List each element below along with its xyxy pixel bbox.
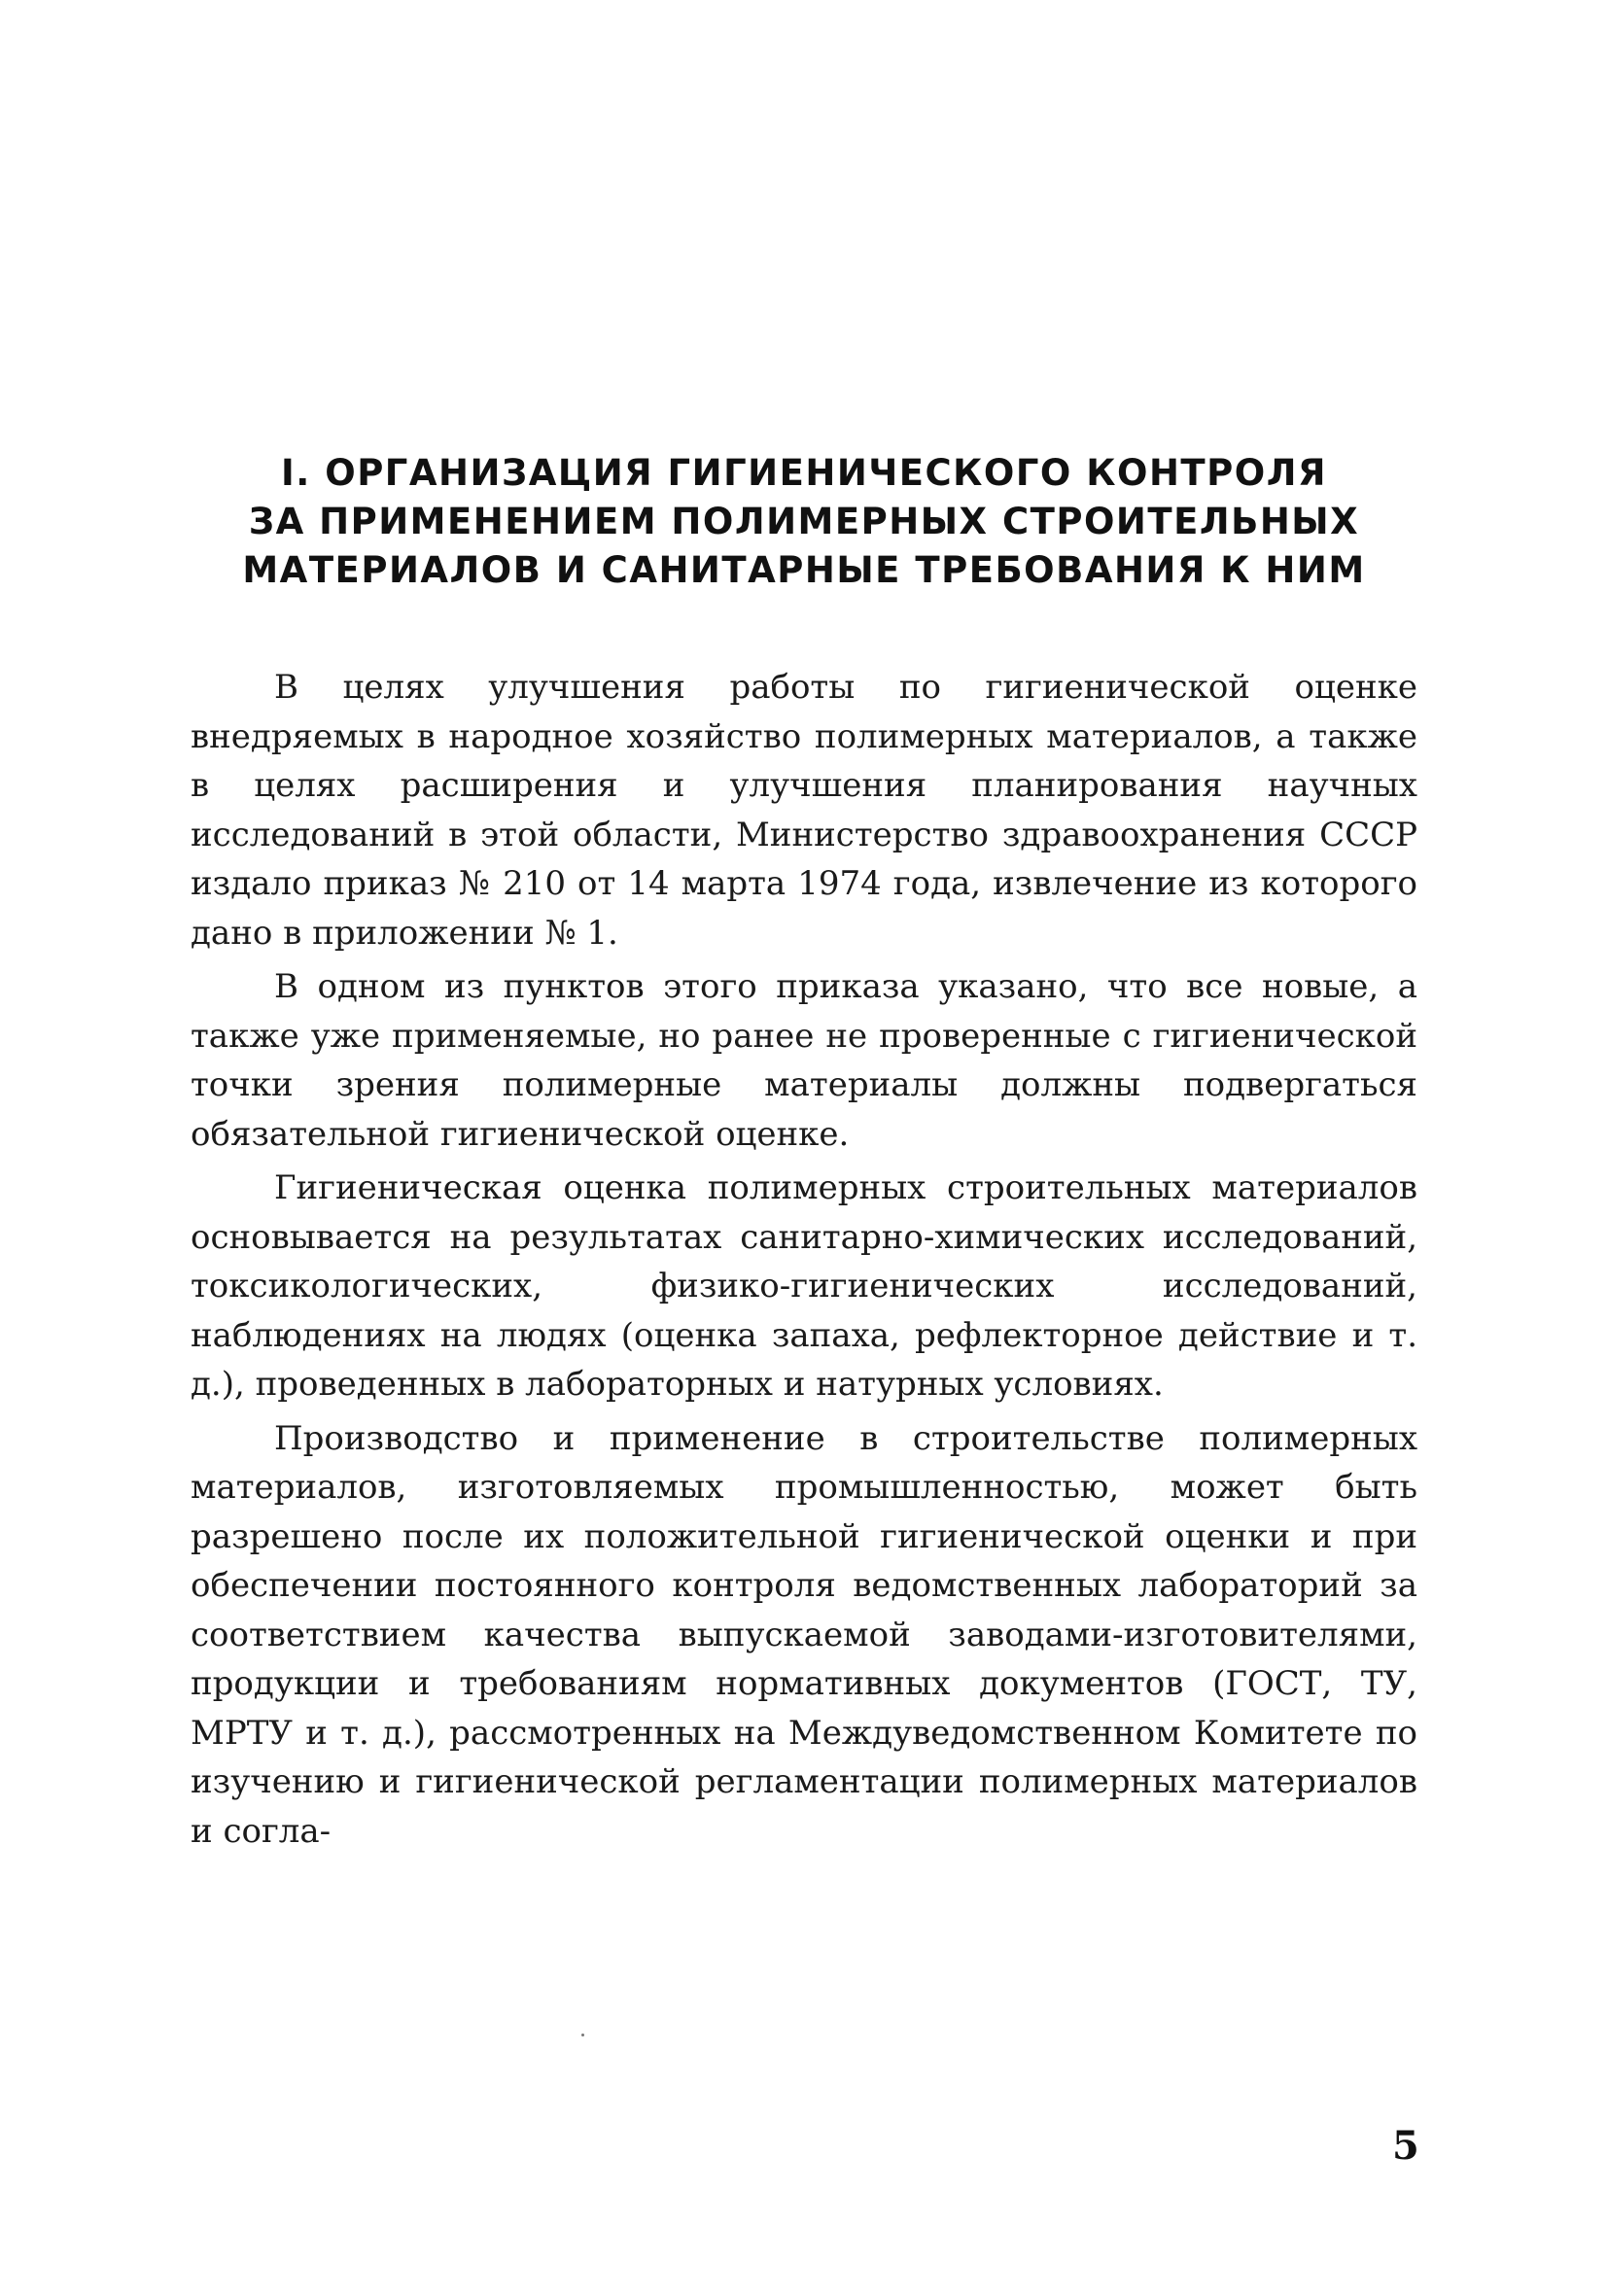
- section-heading: [191, 449, 1417, 595]
- paragraph-2: В одном из пунктов этого приказа указано, что все новые, а также уже применяемые, но ранее не проверенные с гигиенической точки зрения полимерные материалы должны подвергаться обязательной гигиенической оценке.: [191, 967, 1417, 1154]
- scan-speck: [581, 2034, 584, 2036]
- heading-line-1: I. ОРГАНИЗАЦИЯ ГИГИЕНИЧЕСКОГО КОНТРОЛЯ: [281, 452, 1327, 494]
- heading-line-2: ЗА ПРИМЕНЕНИЕМ ПОЛИМЕРНЫХ СТРОИТЕЛЬНЫХ: [248, 501, 1360, 542]
- paragraph-1: В целях улучшения работы по гигиенической оценке внедряемых в народное хозяйство полимерных материалов, а также в целях расширения и улучшения планирования научных исследований в этой области, Министерство здравоохранения СССР издало приказ № 210 от 14 марта 1974 года, извлечение из которого дано в приложении № 1.: [191, 668, 1417, 953]
- paragraph-3: Гигиеническая оценка полимерных строительных материалов основывается на результатах санитарно-химических исследований, токсикологических, физико-гигиенических исследований, наблюдениях на людях (оценка запаха, рефлекторное действие и т. д.), проведенных в лабораторных и натурных условиях.: [191, 1168, 1417, 1404]
- page-number: 5: [1392, 2123, 1419, 2169]
- paragraph-4: Производство и применение в строительстве полимерных материалов, изготовляемых промышленностью, может быть разрешено после их положительной гигиенической оценки и при обеспечении постоянного контроля ведомственных лабораторий за соответствием качества выпускаемой заводами-изготовителями, продукции и требованиям нормативных документов (ГОСТ, ТУ, МРТУ и т. д.), рассмотренных на Междуведомственном Комитете по изучению и гигиенической регламентации полимерных материалов и согла-: [191, 1418, 1417, 1851]
- heading-line-3: МАТЕРИАЛОВ И САНИТАРНЫЕ ТРЕБОВАНИЯ К НИМ: [242, 549, 1366, 591]
- body-text: [191, 663, 1417, 1861]
